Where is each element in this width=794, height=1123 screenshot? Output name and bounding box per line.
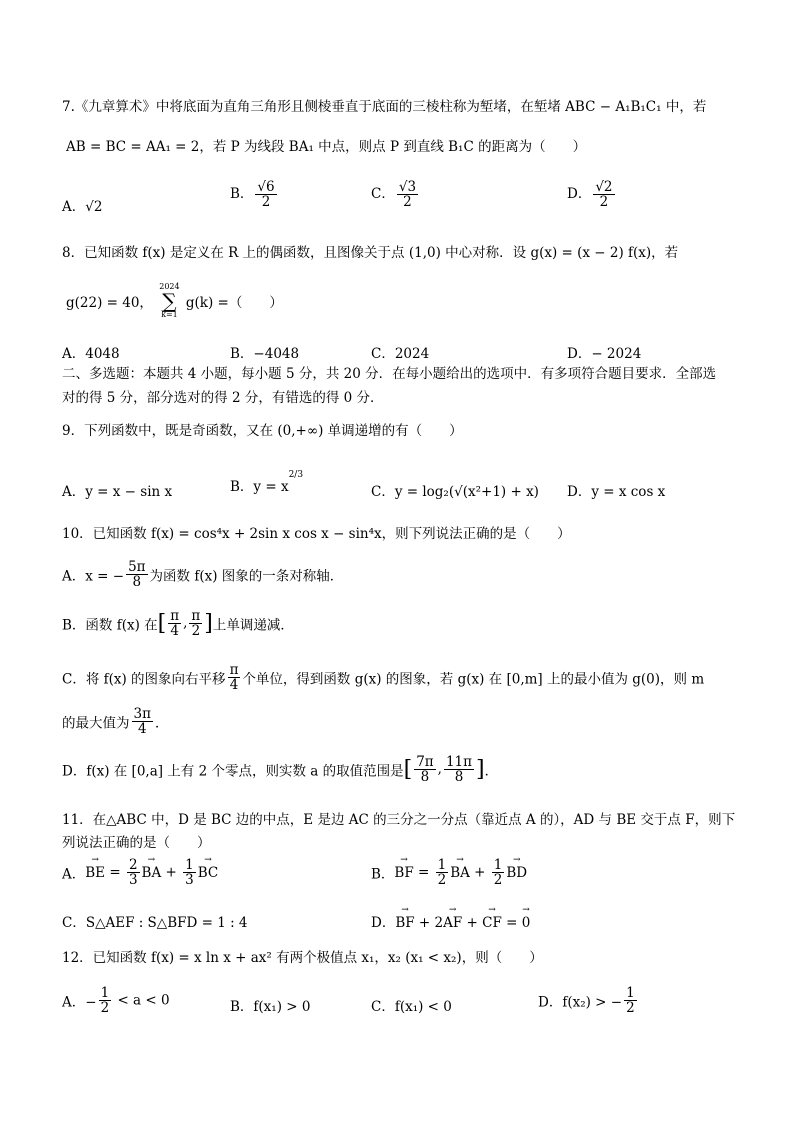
q11-option-c: C．S△AEF : S△BFD = 1 : 4: [62, 915, 248, 931]
q12-stem: 12．已知函数 f(x) = x ln x + ax² 有两个极值点 x₁，x₂ (x₁ < x₂)，则（ ）: [62, 950, 543, 966]
q10-c2-frac: [132, 707, 153, 736]
q11-b-n1: 1: [437, 857, 447, 873]
q11-stem-line1: 11．在△ABC 中，D 是 BC 边的中点，E 是边 AC 的三分之一分点（靠近点 A 的），AD 与 BE 交于点 F，则下: [62, 812, 736, 828]
q11-a-n1: 2: [128, 857, 138, 873]
q12-option-c: C．f(x₁) < 0: [371, 999, 452, 1015]
q10-c2-pre: 的最大值为: [62, 715, 130, 732]
q11-b-d1: 2: [437, 872, 447, 889]
q11-b-frac2: [492, 858, 505, 887]
q7-c-den: 2: [403, 194, 412, 211]
q11-b-vec2: → BA: [450, 865, 470, 881]
q10-d-frac2: [444, 755, 474, 784]
q11-a-d2: 3: [185, 872, 194, 889]
q8-sum-expr: g(k) =（ ）: [185, 295, 283, 311]
q12-a-num: 1: [100, 985, 110, 1001]
q7-stem-line2: AB = BC = AA₁ = 2，若 P 为线段 BA₁ 中点，则点 P 到直线 B₁C 的距离为（ ）: [66, 139, 587, 155]
q11-b-label: B．: [371, 866, 395, 883]
q11-d-vec3: → CF: [482, 915, 502, 931]
q7-option-b: [230, 180, 279, 209]
q10-c-num: π: [229, 662, 239, 678]
q12-a-post: < a < 0: [113, 992, 170, 1009]
q10-b-d1: 4: [170, 623, 179, 640]
q11-d-vec4: → 0: [522, 915, 531, 931]
q11-b-n2: 1: [493, 857, 503, 873]
q11-b-vec3: → BD: [506, 865, 527, 881]
q10-option-d: D．f(x) 在 [0,a] 上有 2 个零点，则实数 a 的取值范围是[ $\frac{7\pi}{8}$ , $\frac{11\pi}{8}$ ]．: [62, 754, 499, 786]
q11-a-vec3: → BC: [198, 865, 219, 881]
q7-c-num: √3: [398, 179, 417, 195]
q10-option-b: B．函数 f(x) 在[ $\frac{\pi}{4}$ , $\frac{\pi}{2}$ ]上单调递减．: [62, 608, 294, 640]
q12-option-d: [538, 986, 639, 1015]
q7-option-d-label: D．: [567, 186, 592, 203]
q10-d-post: ．: [484, 763, 499, 780]
q10-c-post: 个单位，得到函数 g(x) 的图象，若 g(x) 在 [0,m] 上的最小值为 g(0)，则 m: [242, 671, 705, 688]
q11-a-vec2: → BA: [142, 865, 162, 881]
q11-a-eq: =: [105, 864, 125, 881]
q10-d-frac1: [414, 755, 435, 784]
q7-option-b-label: B．: [230, 186, 254, 203]
q8-sum-bottom: k=1: [161, 310, 178, 319]
q7-b-den: 2: [261, 194, 271, 211]
q10-d-n1: 7π: [416, 754, 434, 770]
q11-option-b: [371, 858, 527, 887]
q11-stem-line2: 列说法正确的是（ ）: [62, 835, 211, 851]
section2-intro-line1: 二、多选题：本题共 4 小题，每小题 5 分，共 20 分．在每小题给出的选项中．有多项符合题目要求．全部选: [62, 366, 717, 382]
q11-d-t2: +: [462, 915, 483, 931]
q11-b-plus: +: [469, 864, 490, 881]
q11-a-frac2: [183, 858, 196, 887]
q10-b-frac1: [168, 609, 181, 638]
q11-a-vec1: → BE: [85, 865, 105, 881]
q12-a-frac: [99, 986, 112, 1015]
q7-b-num: √6: [257, 179, 275, 195]
q11-b-frac1: [436, 858, 449, 887]
q11-a-frac1: [127, 858, 140, 887]
q11-d-t3: =: [501, 915, 522, 931]
q10-b-d2: 2: [191, 623, 201, 640]
q7-d-den: 2: [599, 194, 609, 211]
q9-option-c: C．y = log₂(√(x²+1) + x): [371, 484, 539, 500]
q10-option-a: [62, 560, 343, 589]
q8-sum-top: 2024: [159, 282, 180, 291]
q11-option-a: [62, 858, 218, 887]
q12-d-pre: D．f(x₂) > −: [538, 994, 623, 1011]
q7-option-c-frac: [397, 180, 418, 209]
q10-b-pre: B．函数 f(x) 在: [62, 617, 158, 634]
q8-stem-line1: 8．已知函数 f(x) 是定义在 R 上的偶函数，且图像关于点 (1,0) 中心对称．设 g(x) = (x − 2) f(x)，若: [62, 245, 679, 261]
q11-d-t1: + 2: [414, 915, 444, 931]
q10-b-frac2: [189, 609, 202, 638]
q7-option-b-frac: [255, 180, 276, 209]
q8-option-c: C．2024: [371, 346, 430, 362]
q8-option-a: A．4048: [62, 346, 120, 362]
q8-sum-symbol: 2024 ∑ k=1: [159, 282, 180, 319]
q10-stem: 10．已知函数 f(x) = cos⁴x + 2sin x cos x − sin⁴x，则下列说法正确的是（ ）: [62, 526, 571, 542]
q9-b-exponent: 2/3: [288, 470, 304, 480]
q10-option-c-line2: [62, 707, 168, 736]
q7-stem-line1: 7.《九章算术》中将底面为直角三角形且侧棱垂直于底面的三棱柱称为堑堵，在堑堵 ABC − A₁B₁C₁ 中，若: [62, 99, 707, 115]
q9-option-a: A．y = x − sin x: [62, 484, 173, 500]
q7-option-c-label: C．: [371, 186, 395, 203]
q12-option-a: [62, 986, 170, 1015]
q10-b-n2: π: [191, 608, 201, 624]
q10-b-post: 上单调递减．: [212, 617, 294, 634]
q10-a-frac: [126, 560, 147, 589]
q11-option-d: [371, 911, 530, 931]
q7-d-num: √2: [595, 179, 613, 195]
q10-c-pre: C．将 f(x) 的图象向右平移: [62, 671, 226, 688]
q11-a-n2: 1: [185, 857, 194, 873]
q10-a-post: 为函数 f(x) 图象的一条对称轴．: [149, 568, 344, 585]
q8-given: g(22) = 40，: [66, 295, 153, 311]
q10-d-d1: 8: [420, 769, 430, 786]
q10-d-pre: D．f(x) 在 [0,a] 上有 2 个零点，则实数 a 的取值范围是: [62, 763, 404, 780]
q10-c2-num: 3π: [133, 706, 151, 722]
q12-d-frac: [624, 986, 637, 1015]
q9-option-d: D．y = x cos x: [567, 484, 666, 500]
q10-a-pre: A．x = −: [62, 568, 125, 585]
q11-d-vec2: → AF: [443, 915, 462, 931]
q7-option-d-frac: [593, 180, 614, 209]
q11-d-vec1: → BF: [395, 915, 414, 931]
q9-stem: 9．下列函数中，既是奇函数，又在 (0,+∞) 单调递增的有（ ）: [62, 423, 463, 439]
q10-option-c: [62, 663, 704, 692]
q7-option-d: [567, 180, 617, 209]
q10-c-frac: [228, 663, 241, 692]
q11-a-plus: +: [161, 864, 182, 881]
q10-a-den: 8: [132, 574, 142, 591]
q12-a-pre: A．−: [62, 994, 97, 1011]
q11-b-d2: 2: [493, 872, 503, 889]
q10-d-d2: 8: [454, 769, 464, 786]
q11-b-eq: =: [413, 864, 434, 881]
q7-option-c: [371, 180, 420, 209]
q12-a-den: 2: [100, 1000, 110, 1017]
q12-option-b: B．f(x₁) > 0: [230, 999, 311, 1015]
q10-c-den: 4: [229, 677, 239, 694]
q10-c2-post: ．: [154, 715, 169, 732]
q8-option-d: D．− 2024: [567, 346, 642, 362]
q10-c2-den: 4: [137, 721, 147, 738]
q10-a-num: 5π: [128, 559, 146, 575]
q8-option-b: B．−4048: [230, 346, 300, 362]
section2-intro-line2: 对的得 5 分，部分选对的得 2 分，有错选的得 0 分．: [62, 390, 384, 406]
q12-d-den: 2: [626, 1000, 635, 1017]
q10-b-n1: π: [170, 608, 180, 624]
q11-d-label: D．: [371, 915, 396, 931]
q11-a-label: A．: [62, 866, 86, 883]
q9-option-b: [230, 470, 303, 495]
q7-option-a: A．√2: [62, 199, 103, 215]
q11-a-d1: 3: [128, 872, 138, 889]
q12-d-num: 1: [626, 985, 635, 1001]
q10-d-n2: 11π: [445, 754, 473, 770]
q9-b-base: B．y = x: [230, 479, 289, 495]
q11-b-vec1: → BF: [394, 865, 413, 881]
q8-stem-line2: [66, 283, 283, 319]
